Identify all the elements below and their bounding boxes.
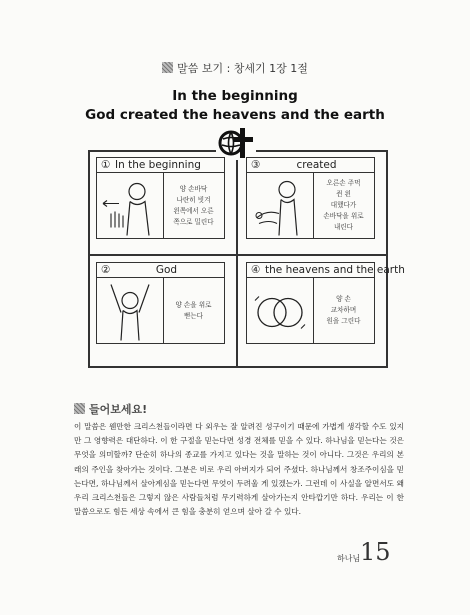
sign-panel-title: God: [155, 264, 178, 276]
sign-panel-header: ③ created: [247, 158, 374, 173]
sign-panel-header: ① In the beginning: [97, 158, 224, 173]
sign-panel-header: ② God: [97, 263, 224, 278]
verse-line-2: God created the heavens and the earth: [85, 107, 385, 123]
sign-panel-2: [96, 262, 225, 344]
sign-panel-4: [246, 262, 405, 344]
sign-panel-1: [96, 157, 225, 239]
cross-globe-emblem-icon: [216, 126, 256, 160]
sign-panel-3: [246, 157, 375, 239]
page-number: 15: [360, 538, 391, 566]
sign-figure-created-icon: [247, 173, 313, 238]
header-text: 말씀 보기 : 창세기 1장 1절: [177, 62, 308, 75]
sign-panel-title: In the beginning: [115, 159, 201, 171]
footer-label: 하나님: [337, 554, 361, 563]
square-bullet-icon: [74, 403, 85, 414]
sign-panel-note: 오른손 주먹 쥔 왼 대했다가 손바닥을 위로 내린다: [323, 179, 364, 231]
sign-figure-beginning-icon: [97, 173, 163, 238]
sign-panel-title: created: [296, 159, 337, 171]
section-title: 들어보세요!: [74, 401, 147, 417]
sign-panel-header: ④ the heavens and the earth: [247, 263, 374, 278]
sign-panel-note: 양 손바닥 나란히 빗겨 왼쪽에서 오른 쪽으로 밀린다: [173, 184, 214, 226]
page-header: [0, 60, 470, 76]
sign-panel-note: 양 손 교차하며 원을 그린다: [326, 295, 361, 325]
sign-figure-heavens-earth-icon: [247, 278, 313, 343]
sign-panel-note: 양 손을 위로 뻗는다: [175, 300, 212, 320]
verse-line-1: In the beginning: [172, 88, 298, 104]
sign-panels-frame: [88, 150, 405, 368]
square-bullet-icon: [162, 62, 173, 73]
sign-figure-god-icon: [97, 278, 163, 343]
sign-panel-title: the heavens and the earth: [265, 264, 405, 276]
body-paragraph: 이 말씀은 웬만한 크리스천들이라면 다 외우는 잘 알려진 성구이기 때문에 가볍게 생각할 수도 있지만 그 영향력은 대단하다. 이 한 구절을 믿는다면 성경 전체를 믿을 수 있다. 하나님을 믿는다는 것은 무엇을 의미할까? 단순히 하나의 종교를 가지고 있다는 것을 말하는 것이 아니다. 그것은 우리의 본래의 주인을 찾아가는 것이다. 그분은 비로 우리 아버지가 되어 주셨다. 하나님께서 창조주이심을 믿는다면, 하나님께서 살아계심을 믿는다면 무엇이 두려울 게 있겠는가. 그런데 이 사실을 알면서도 왜 우리 크리스천들은 그렇지 않은 사람들처럼 무기력하게 살아가는지 안타깝기만 하다. 우리는 이 한 말씀으로도 힘든 세상 속에서 큰 힘을 충분히 얻으며 살아 갈 수 있다.: [74, 422, 404, 517]
